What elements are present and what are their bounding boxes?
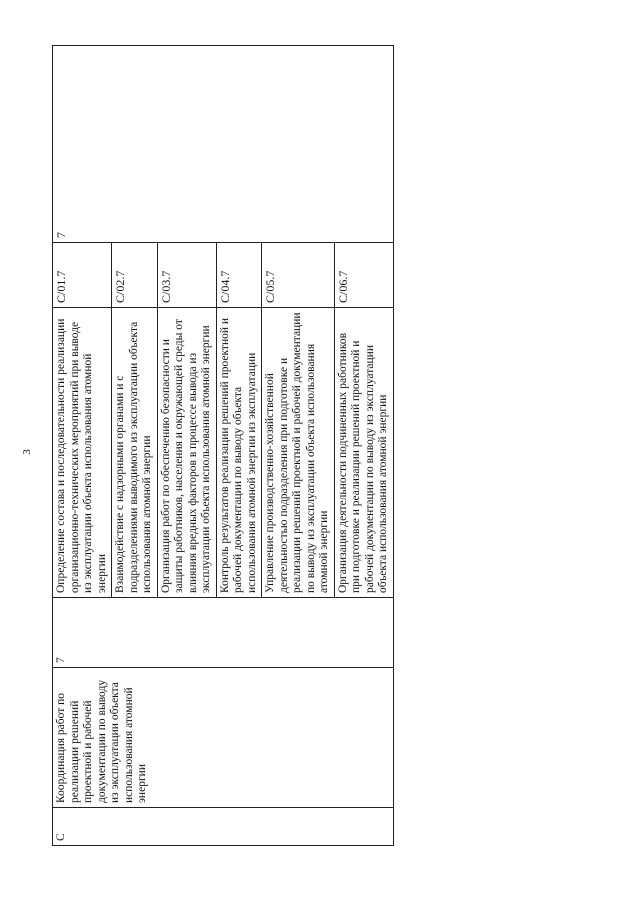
- function-code-cell: C/02.7: [112, 243, 158, 308]
- function-text-cell: Контроль результатов реализации решений проектной и рабочей документации по выводу объекта использования атомной энергии из эксплуатации: [216, 308, 262, 598]
- function-code-cell: C/06.7: [334, 243, 393, 308]
- gtf-name-cell: Координация работ по реализации решений проектной и рабочей документации по выводу из эксплуатации объекта использования атомной энергии: [53, 668, 394, 808]
- function-text-cell: Взаимодействие с надзорными органами и с подразделениями выводимого из эксплуатации объекта использования атомной энергии: [112, 308, 158, 598]
- function-level-cell: 7: [53, 46, 394, 243]
- function-text-cell: Организация работ по обеспечению безопасности и защиты работников, населения и окружающей среды от влияния вредных факторов в процессе вывода из эксплуатации объекта использования атомной энергии: [157, 308, 216, 598]
- page-number: 3: [20, 449, 33, 455]
- function-text-cell: Определение состава и последовательности реализации организационно-технических мероприятий при выводе из эксплуатации объекта использования атомной энергии: [53, 308, 112, 598]
- function-code-cell: C/03.7: [157, 243, 216, 308]
- rotated-table-frame: [52, 46, 389, 846]
- functions-table: [52, 45, 394, 846]
- table-row: [53, 46, 112, 846]
- function-code-cell: C/04.7: [216, 243, 262, 308]
- function-text-cell: Управление производственно-хозяйственной деятельностью подразделения при подготовке и реализации решений проектной и рабочей документации по выводу из эксплуатации объекта использования атомной энергии: [262, 308, 335, 598]
- function-code-cell: C/01.7: [53, 243, 112, 308]
- gtf-level-cell: 7: [53, 598, 394, 668]
- gtf-code-cell: C: [53, 808, 394, 846]
- function-code-cell: C/05.7: [262, 243, 335, 308]
- function-text-cell: Организация деятельности подчиненных работников при подготовке и реализации решений проектной и рабочей документации по выводу из эксплуатации объекта использования атомной энергии: [334, 308, 393, 598]
- table-container: [52, 46, 389, 846]
